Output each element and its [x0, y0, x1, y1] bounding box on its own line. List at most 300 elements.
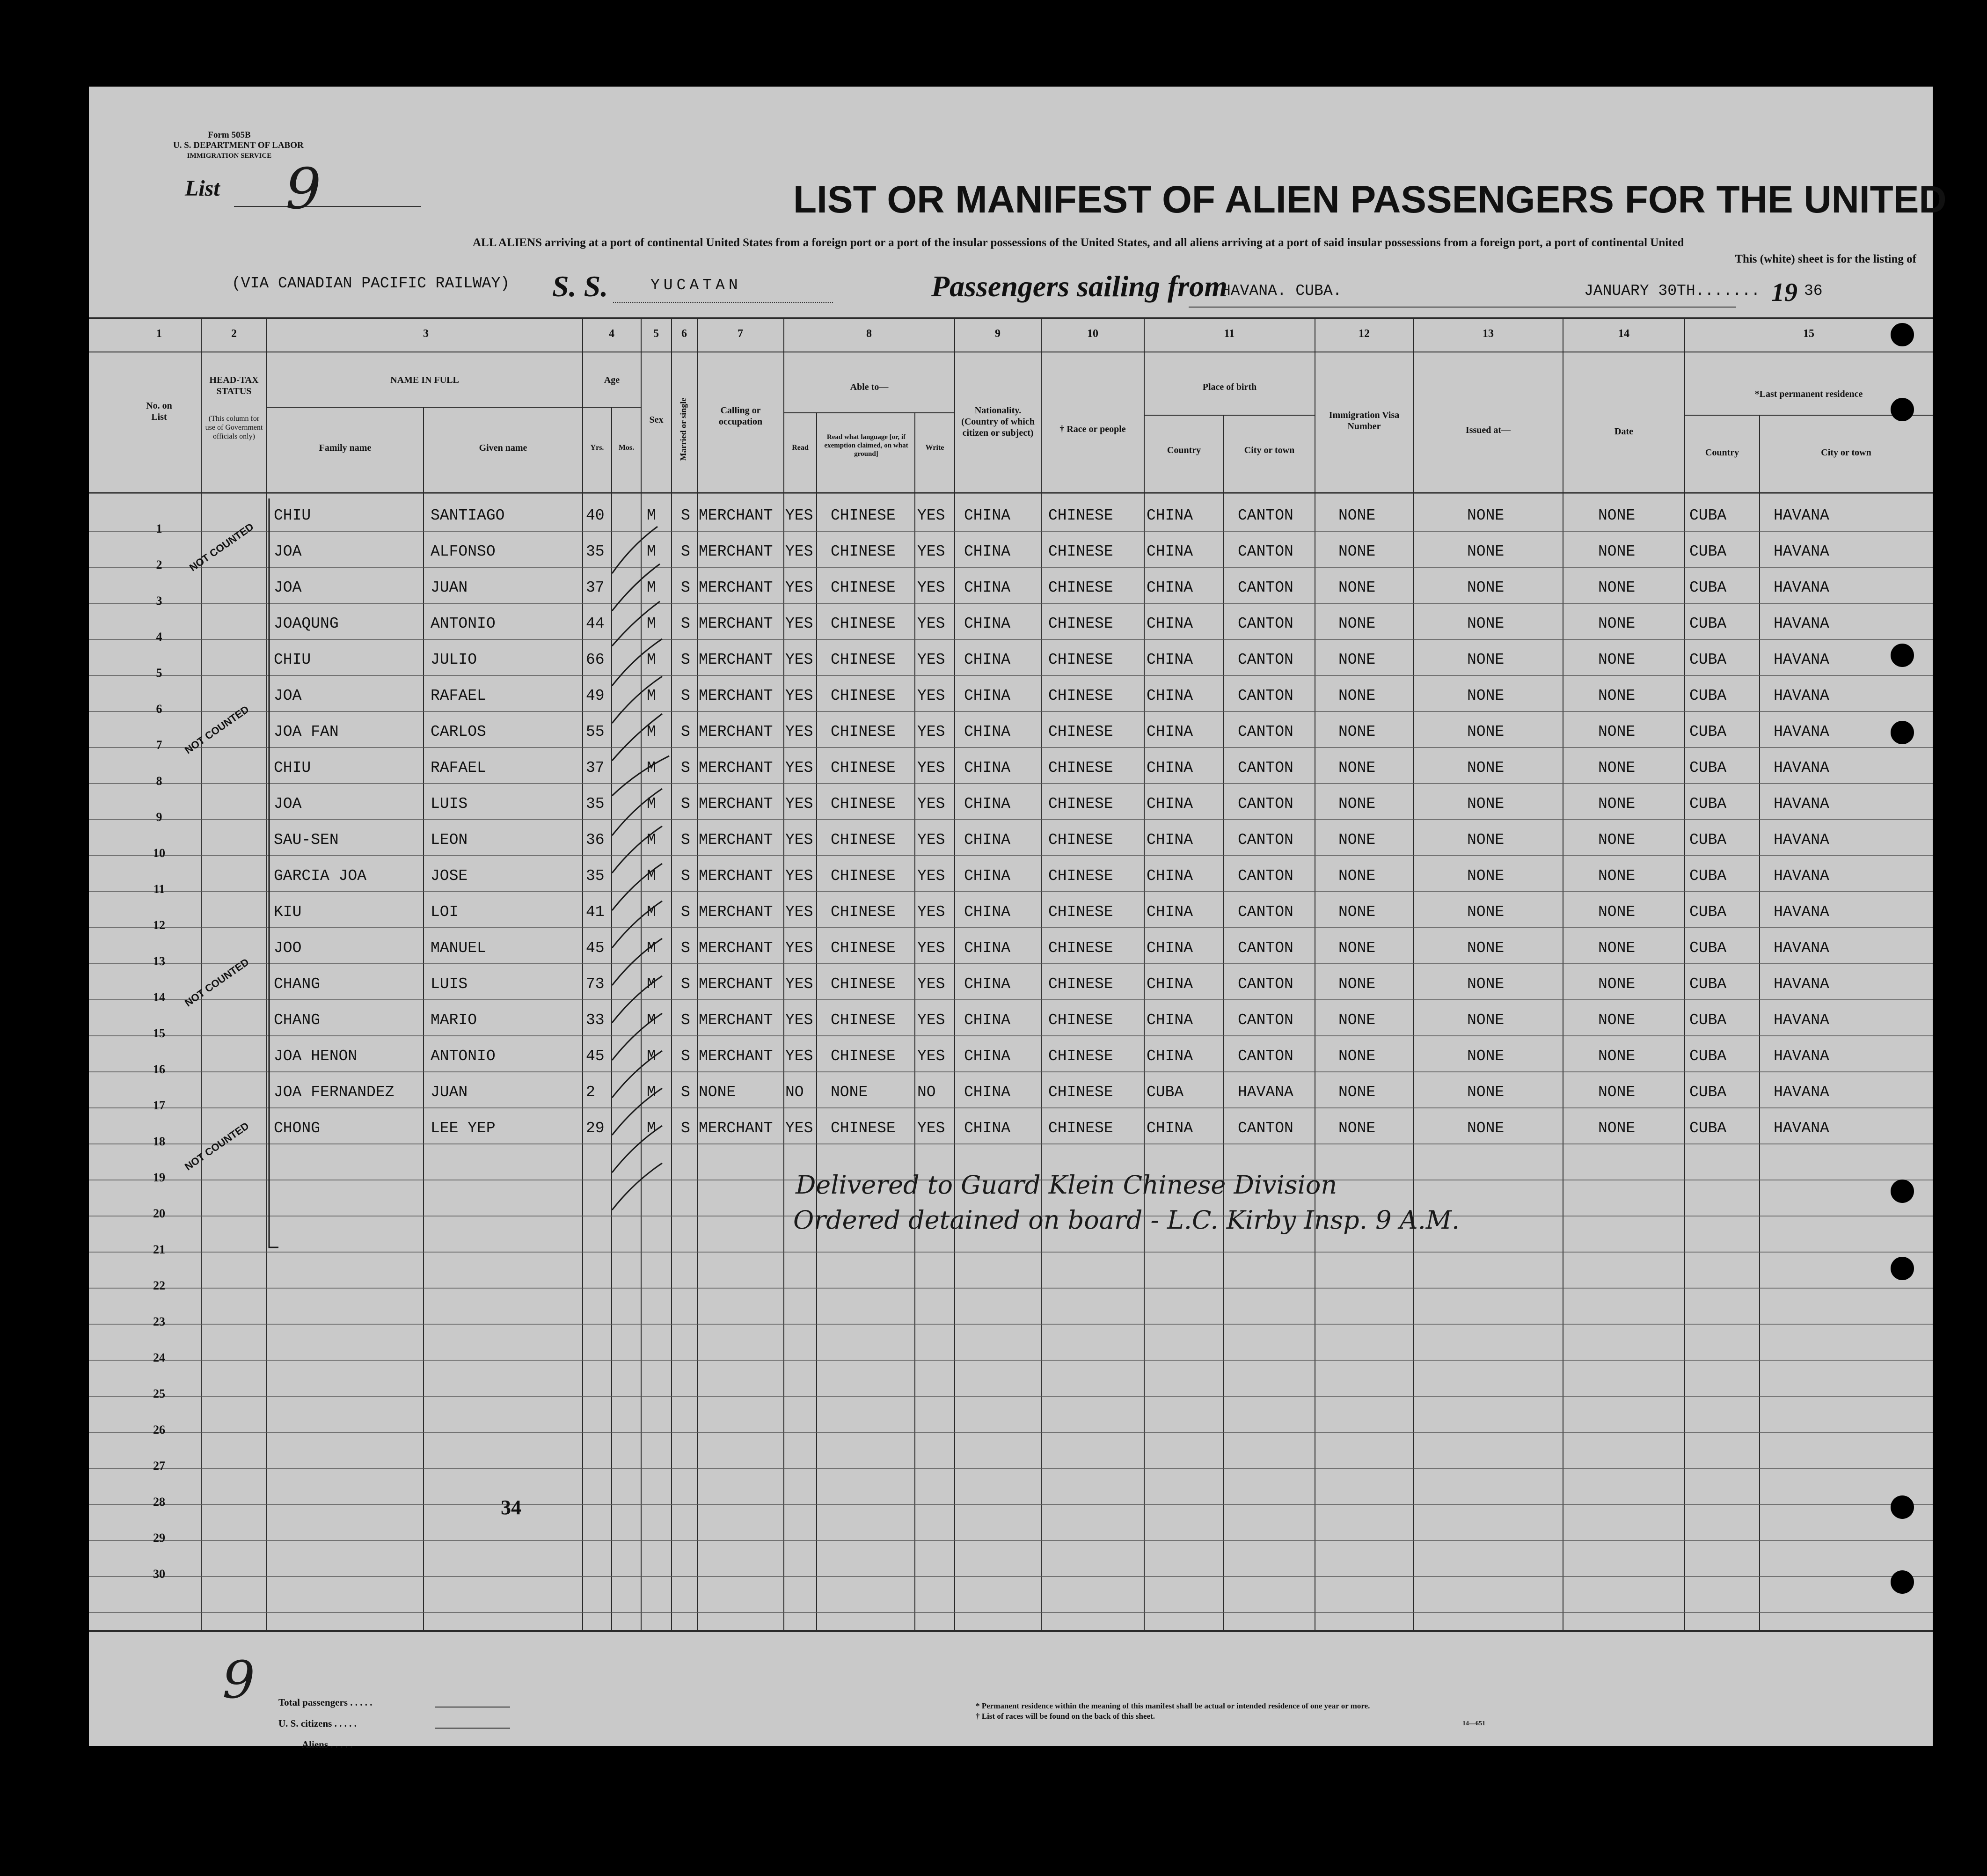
birth-country-cell: CHINA [1147, 831, 1193, 849]
given-name-cell: ANTONIO [431, 615, 496, 632]
birth-country-cell: CHINA [1147, 1048, 1193, 1065]
header-res-city: City or town [1821, 447, 1871, 458]
sex-cell: M [647, 975, 656, 993]
marital-status-cell: S [681, 615, 690, 632]
age-cell: 44 [586, 615, 605, 632]
issued-at-cell: NONE [1467, 615, 1505, 632]
header-birth-country: Country [1167, 445, 1201, 455]
service-name: IMMIGRATION SERVICE [187, 152, 272, 160]
row-number: 27 [153, 1459, 165, 1473]
visa-cell: NONE [1338, 1048, 1376, 1065]
birth-country-cell: CHINA [1147, 507, 1193, 524]
read-language-cell: CHINESE [831, 795, 896, 813]
date-cell: NONE [1598, 1011, 1636, 1029]
residence-city-cell: HAVANA [1774, 1048, 1829, 1065]
col-number: 8 [866, 328, 872, 340]
read-language-cell: CHINESE [831, 759, 896, 777]
header-nationality: Nationality. (Country of which citizen or subject) [961, 405, 1035, 438]
given-name-cell: LEE YEP [431, 1120, 496, 1137]
read-cell: YES [785, 975, 813, 993]
date-cell: NONE [1598, 903, 1636, 921]
residence-city-cell: HAVANA [1774, 795, 1829, 813]
read-language-cell: CHINESE [831, 507, 896, 524]
issued-at-cell: NONE [1467, 579, 1505, 596]
residence-country-cell: CUBA [1689, 795, 1727, 813]
read-cell: YES [785, 1048, 813, 1065]
sex-cell: M [647, 651, 656, 668]
read-cell: YES [785, 507, 813, 524]
birth-city-cell: CANTON [1238, 723, 1293, 740]
sex-cell: M [647, 615, 656, 632]
residence-country-cell: CUBA [1689, 867, 1727, 885]
marital-status-cell: S [681, 687, 690, 704]
row-number: 15 [153, 1026, 165, 1040]
birth-city-cell: HAVANA [1238, 1084, 1293, 1101]
visa-cell: NONE [1338, 651, 1376, 668]
read-language-cell: CHINESE [831, 1048, 896, 1065]
age-cell: 33 [586, 1011, 605, 1029]
nationality-cell: CHINA [964, 615, 1011, 632]
col-number: 3 [423, 328, 429, 340]
punch-hole [1891, 644, 1914, 667]
read-cell: YES [785, 903, 813, 921]
manifest-title: LIST OR MANIFEST OF ALIEN PASSENGERS FOR THE UNITED [793, 178, 1947, 221]
birth-city-cell: CANTON [1238, 615, 1293, 632]
date-cell: NONE [1598, 831, 1636, 849]
birth-city-cell: CANTON [1238, 651, 1293, 668]
residence-country-cell: CUBA [1689, 687, 1727, 704]
age-cell: 40 [586, 507, 605, 524]
read-cell: YES [785, 831, 813, 849]
age-cell: 35 [586, 867, 605, 885]
sailing-date: JANUARY 30TH....... [1584, 282, 1761, 300]
write-cell: YES [917, 507, 945, 524]
date-cell: NONE [1598, 723, 1636, 740]
residence-country-cell: CUBA [1689, 1084, 1727, 1101]
family-name-cell: JOA [274, 543, 302, 560]
row-number: 6 [156, 702, 162, 716]
given-name-cell: ANTONIO [431, 1048, 496, 1065]
header-race: † Race or people [1059, 424, 1126, 434]
issued-at-cell: NONE [1467, 795, 1505, 813]
race-cell: CHINESE [1048, 687, 1113, 704]
nationality-cell: CHINA [964, 1120, 1011, 1137]
residence-city-cell: HAVANA [1774, 507, 1829, 524]
birth-city-cell: CANTON [1238, 687, 1293, 704]
not-counted-stamp: NOT COUNTED [183, 703, 251, 756]
issued-at-cell: NONE [1467, 1084, 1505, 1101]
issued-at-cell: NONE [1467, 651, 1505, 668]
family-name-cell: JOA FAN [274, 723, 339, 740]
marital-status-cell: S [681, 795, 690, 813]
issued-at-cell: NONE [1467, 507, 1505, 524]
occupation-cell: MERCHANT [699, 975, 773, 993]
read-language-cell: CHINESE [831, 903, 896, 921]
col-number: 1 [156, 328, 162, 340]
header-yrs: Yrs. [590, 444, 604, 452]
header-calling: Calling or occupation [718, 405, 763, 427]
age-cell: 2 [586, 1084, 595, 1101]
family-name-cell: CHIU [274, 759, 311, 777]
race-cell: CHINESE [1048, 975, 1113, 993]
read-cell: YES [785, 795, 813, 813]
occupation-cell: MERCHANT [699, 939, 773, 957]
residence-city-cell: HAVANA [1774, 687, 1829, 704]
race-cell: CHINESE [1048, 579, 1113, 596]
col-number: 15 [1803, 328, 1814, 340]
birth-country-cell: CHINA [1147, 795, 1193, 813]
birth-city-cell: CANTON [1238, 975, 1293, 993]
marital-status-cell: S [681, 831, 690, 849]
nationality-cell: CHINA [964, 507, 1011, 524]
issued-at-cell: NONE [1467, 759, 1505, 777]
occupation-cell: MERCHANT [699, 1048, 773, 1065]
write-cell: YES [917, 759, 945, 777]
header-read: Read [792, 444, 809, 452]
row-number: 7 [156, 738, 162, 752]
marital-status-cell: S [681, 579, 690, 596]
residence-country-cell: CUBA [1689, 651, 1727, 668]
birth-country-cell: CHINA [1147, 615, 1193, 632]
race-cell: CHINESE [1048, 1084, 1113, 1101]
row-number: 28 [153, 1495, 165, 1509]
occupation-cell: MERCHANT [699, 651, 773, 668]
date-cell: NONE [1598, 867, 1636, 885]
sex-cell: M [647, 759, 656, 777]
occupation-cell: MERCHANT [699, 687, 773, 704]
birth-city-cell: CANTON [1238, 579, 1293, 596]
birth-city-cell: CANTON [1238, 1011, 1293, 1029]
row-number: 5 [156, 666, 162, 680]
sailing-label: Passengers sailing from [931, 270, 1227, 303]
header-name-in-full: NAME IN FULL [390, 375, 459, 385]
header-issued-at: Issued at— [1465, 425, 1511, 435]
sex-cell: M [647, 579, 656, 596]
race-cell: CHINESE [1048, 1011, 1113, 1029]
col-number: 2 [231, 328, 237, 340]
handwritten-note-detained: Ordered detained on board - L.C. Kirby Insp. 9 A.M. [793, 1205, 1460, 1235]
occupation-cell: MERCHANT [699, 1120, 773, 1137]
family-name-cell: CHANG [274, 975, 321, 993]
header-res-country: Country [1705, 447, 1739, 458]
occupation-cell: MERCHANT [699, 723, 773, 740]
residence-country-cell: CUBA [1689, 903, 1727, 921]
date-cell: NONE [1598, 1120, 1636, 1137]
given-name-cell: MANUEL [431, 939, 486, 957]
header-place-of-birth: Place of birth [1202, 382, 1257, 392]
birth-city-cell: CANTON [1238, 543, 1293, 560]
col-number: 7 [738, 328, 743, 340]
occupation-cell: MERCHANT [699, 759, 773, 777]
write-cell: YES [917, 687, 945, 704]
family-name-cell: JOA [274, 687, 302, 704]
race-cell: CHINESE [1048, 651, 1113, 668]
visa-cell: NONE [1338, 975, 1376, 993]
write-cell: YES [917, 1120, 945, 1137]
nationality-cell: CHINA [964, 759, 1011, 777]
race-cell: CHINESE [1048, 831, 1113, 849]
row-number: 22 [153, 1279, 165, 1292]
residence-city-cell: HAVANA [1774, 615, 1829, 632]
header-head-tax: HEAD-TAX STATUS [209, 375, 259, 396]
birth-country-cell: CHINA [1147, 1011, 1193, 1029]
residence-city-cell: HAVANA [1774, 1120, 1829, 1137]
visa-cell: NONE [1338, 1011, 1376, 1029]
write-cell: YES [917, 831, 945, 849]
family-name-cell: SAU-SEN [274, 831, 339, 849]
date-cell: NONE [1598, 759, 1636, 777]
col-number: 10 [1087, 328, 1098, 340]
punch-hole [1891, 323, 1914, 346]
family-name-cell: CHIU [274, 507, 311, 524]
given-name-cell: JOSE [431, 867, 468, 885]
race-cell: CHINESE [1048, 1048, 1113, 1065]
residence-city-cell: HAVANA [1774, 651, 1829, 668]
date-cell: NONE [1598, 687, 1636, 704]
age-cell: 29 [586, 1120, 605, 1137]
given-name-cell: JULIO [431, 651, 477, 668]
list-number: 9 [285, 157, 321, 222]
sex-cell: M [647, 903, 656, 921]
family-name-cell: JOA [274, 579, 302, 596]
read-language-cell: CHINESE [831, 1011, 896, 1029]
birth-country-cell: CHINA [1147, 939, 1193, 957]
sex-cell: M [647, 795, 656, 813]
date-cell: NONE [1598, 975, 1636, 993]
row-number: 24 [153, 1351, 165, 1364]
race-cell: CHINESE [1048, 1120, 1113, 1137]
col-number: 6 [681, 328, 687, 340]
marital-status-cell: S [681, 1120, 690, 1137]
visa-cell: NONE [1338, 903, 1376, 921]
marital-status-cell: S [681, 1011, 690, 1029]
col-number: 13 [1483, 328, 1494, 340]
residence-country-cell: CUBA [1689, 1120, 1727, 1137]
age-cell: 45 [586, 939, 605, 957]
family-name-cell: JOAQUNG [274, 615, 339, 632]
ss-label: S. S. [552, 270, 608, 303]
age-cell: 36 [586, 831, 605, 849]
write-cell: YES [917, 939, 945, 957]
row-number: 20 [153, 1207, 165, 1220]
issued-at-cell: NONE [1467, 903, 1505, 921]
given-name-cell: JUAN [431, 1084, 468, 1101]
write-cell: YES [917, 975, 945, 993]
row-number: 21 [153, 1243, 165, 1256]
header-read-language: Read what language [or, if exemption claimed, on what ground] [824, 433, 908, 458]
visa-cell: NONE [1338, 1084, 1376, 1101]
occupation-cell: MERCHANT [699, 615, 773, 632]
age-cell: 49 [586, 687, 605, 704]
sex-cell: M [647, 1011, 656, 1029]
nationality-cell: CHINA [964, 903, 1011, 921]
birth-country-cell: CHINA [1147, 687, 1193, 704]
residence-country-cell: CUBA [1689, 579, 1727, 596]
birth-city-cell: CANTON [1238, 867, 1293, 885]
row-number: 16 [153, 1063, 165, 1076]
issued-at-cell: NONE [1467, 867, 1505, 885]
given-name-cell: RAFAEL [431, 759, 486, 777]
birth-country-cell: CHINA [1147, 579, 1193, 596]
page-number: 34 [501, 1496, 521, 1519]
read-language-cell: CHINESE [831, 939, 896, 957]
date-cell: NONE [1598, 543, 1636, 560]
residence-city-cell: HAVANA [1774, 723, 1829, 740]
family-name-cell: CHIU [274, 651, 311, 668]
date-cell: NONE [1598, 651, 1636, 668]
write-cell: NO [917, 1084, 936, 1101]
residence-country-cell: CUBA [1689, 1011, 1727, 1029]
age-cell: 41 [586, 903, 605, 921]
nationality-cell: CHINA [964, 795, 1011, 813]
race-cell: CHINESE [1048, 723, 1113, 740]
issued-at-cell: NONE [1467, 831, 1505, 849]
write-cell: YES [917, 903, 945, 921]
race-cell: CHINESE [1048, 507, 1113, 524]
birth-country-cell: CHINA [1147, 867, 1193, 885]
sex-cell: M [647, 507, 656, 524]
birth-country-cell: CHINA [1147, 759, 1193, 777]
punch-hole [1891, 721, 1914, 744]
birth-country-cell: CHINA [1147, 903, 1193, 921]
date-cell: NONE [1598, 939, 1636, 957]
sex-cell: M [647, 1084, 656, 1101]
nationality-cell: CHINA [964, 579, 1011, 596]
birth-country-cell: CHINA [1147, 975, 1193, 993]
given-name-cell: RAFAEL [431, 687, 486, 704]
residence-city-cell: HAVANA [1774, 579, 1829, 596]
occupation-cell: MERCHANT [699, 579, 773, 596]
occupation-cell: MERCHANT [699, 507, 773, 524]
given-name-cell: LUIS [431, 795, 468, 813]
header-birth-city: City or town [1244, 445, 1295, 455]
visa-cell: NONE [1338, 543, 1376, 560]
col-number: 12 [1359, 328, 1370, 340]
marital-status-cell: S [681, 903, 690, 921]
birth-country-cell: CUBA [1147, 1084, 1184, 1101]
occupation-cell: MERCHANT [699, 1011, 773, 1029]
residence-country-cell: CUBA [1689, 615, 1727, 632]
family-name-cell: JOA [274, 795, 302, 813]
manifest-sheet [89, 87, 1947, 1750]
birth-city-cell: CANTON [1238, 1048, 1293, 1065]
marital-status-cell: S [681, 1084, 690, 1101]
birth-city-cell: CANTON [1238, 759, 1293, 777]
residence-country-cell: CUBA [1689, 975, 1727, 993]
department-name: U. S. DEPARTMENT OF LABOR [173, 140, 304, 150]
birth-city-cell: CANTON [1238, 507, 1293, 524]
birth-country-cell: CHINA [1147, 543, 1193, 560]
write-cell: YES [917, 795, 945, 813]
header-given-name: Given name [479, 443, 527, 453]
birth-country-cell: CHINA [1147, 1120, 1193, 1137]
punch-hole [1891, 398, 1914, 421]
not-counted-stamp: NOT COUNTED [183, 1120, 251, 1173]
residence-city-cell: HAVANA [1774, 975, 1829, 993]
date-cell: NONE [1598, 615, 1636, 632]
sex-cell: M [647, 831, 656, 849]
family-name-cell: JOO [274, 939, 302, 957]
birth-country-cell: CHINA [1147, 723, 1193, 740]
sex-cell: M [647, 867, 656, 885]
ship-name: YUCATAN [650, 277, 742, 294]
race-cell: CHINESE [1048, 759, 1113, 777]
family-name-cell: CHONG [274, 1120, 321, 1137]
read-language-cell: CHINESE [831, 975, 896, 993]
read-language-cell: CHINESE [831, 579, 896, 596]
via-railway: (VIA CANADIAN PACIFIC RAILWAY) [232, 275, 510, 292]
year-suffix: 36 [1804, 282, 1823, 300]
row-number: 26 [153, 1423, 165, 1436]
read-cell: NO [785, 1084, 804, 1101]
row-number: 3 [156, 594, 162, 608]
visa-cell: NONE [1338, 507, 1376, 524]
row-number: 11 [153, 882, 165, 896]
race-cell: CHINESE [1048, 543, 1113, 560]
age-cell: 37 [586, 759, 605, 777]
sex-cell: M [647, 543, 656, 560]
row-number: 12 [153, 918, 165, 932]
visa-cell: NONE [1338, 867, 1376, 885]
col-number: 14 [1618, 328, 1629, 340]
family-name-cell: KIU [274, 903, 302, 921]
visa-cell: NONE [1338, 939, 1376, 957]
birth-country-cell: CHINA [1147, 651, 1193, 668]
issued-at-cell: NONE [1467, 687, 1505, 704]
row-number: 25 [153, 1387, 165, 1400]
write-cell: YES [917, 543, 945, 560]
visa-cell: NONE [1338, 759, 1376, 777]
marital-status-cell: S [681, 939, 690, 957]
read-language-cell: CHINESE [831, 867, 896, 885]
given-name-cell: CARLOS [431, 723, 486, 740]
residence-city-cell: HAVANA [1774, 867, 1829, 885]
residence-city-cell: HAVANA [1774, 543, 1829, 560]
nationality-cell: CHINA [964, 687, 1011, 704]
read-cell: YES [785, 579, 813, 596]
read-cell: YES [785, 723, 813, 740]
nationality-cell: CHINA [964, 651, 1011, 668]
issued-at-cell: NONE [1467, 1120, 1505, 1137]
race-cell: CHINESE [1048, 903, 1113, 921]
header-able-to: Able to— [850, 382, 889, 392]
header-no-on-list: No. on List [146, 401, 172, 422]
read-language-cell: CHINESE [831, 1120, 896, 1137]
row-number: 9 [156, 810, 162, 824]
residence-country-cell: CUBA [1689, 831, 1727, 849]
occupation-cell: MERCHANT [699, 867, 773, 885]
write-cell: YES [917, 867, 945, 885]
read-cell: YES [785, 687, 813, 704]
race-cell: CHINESE [1048, 795, 1113, 813]
issued-at-cell: NONE [1467, 1048, 1505, 1065]
aliens-label: Aliens . . . . . [302, 1739, 353, 1750]
read-cell: YES [785, 1011, 813, 1029]
residence-country-cell: CUBA [1689, 507, 1727, 524]
date-cell: NONE [1598, 795, 1636, 813]
occupation-cell: MERCHANT [699, 831, 773, 849]
manifest-subtitle-1: ALL ALIENS arriving at a port of continental United States from a foreign port or a port of the insular possessions of the United States, and all aliens arriving at a port of said insular possessions from a foreign port, a port of continental United [473, 236, 1684, 249]
col-number: 5 [653, 328, 659, 340]
form-number: Form 505B [208, 130, 251, 140]
not-counted-stamp: NOT COUNTED [187, 520, 256, 574]
residence-city-cell: HAVANA [1774, 903, 1829, 921]
nationality-cell: CHINA [964, 975, 1011, 993]
header-write: Write [925, 444, 944, 452]
year-prefix: 19 [1771, 278, 1797, 307]
issued-at-cell: NONE [1467, 543, 1505, 560]
visa-cell: NONE [1338, 615, 1376, 632]
